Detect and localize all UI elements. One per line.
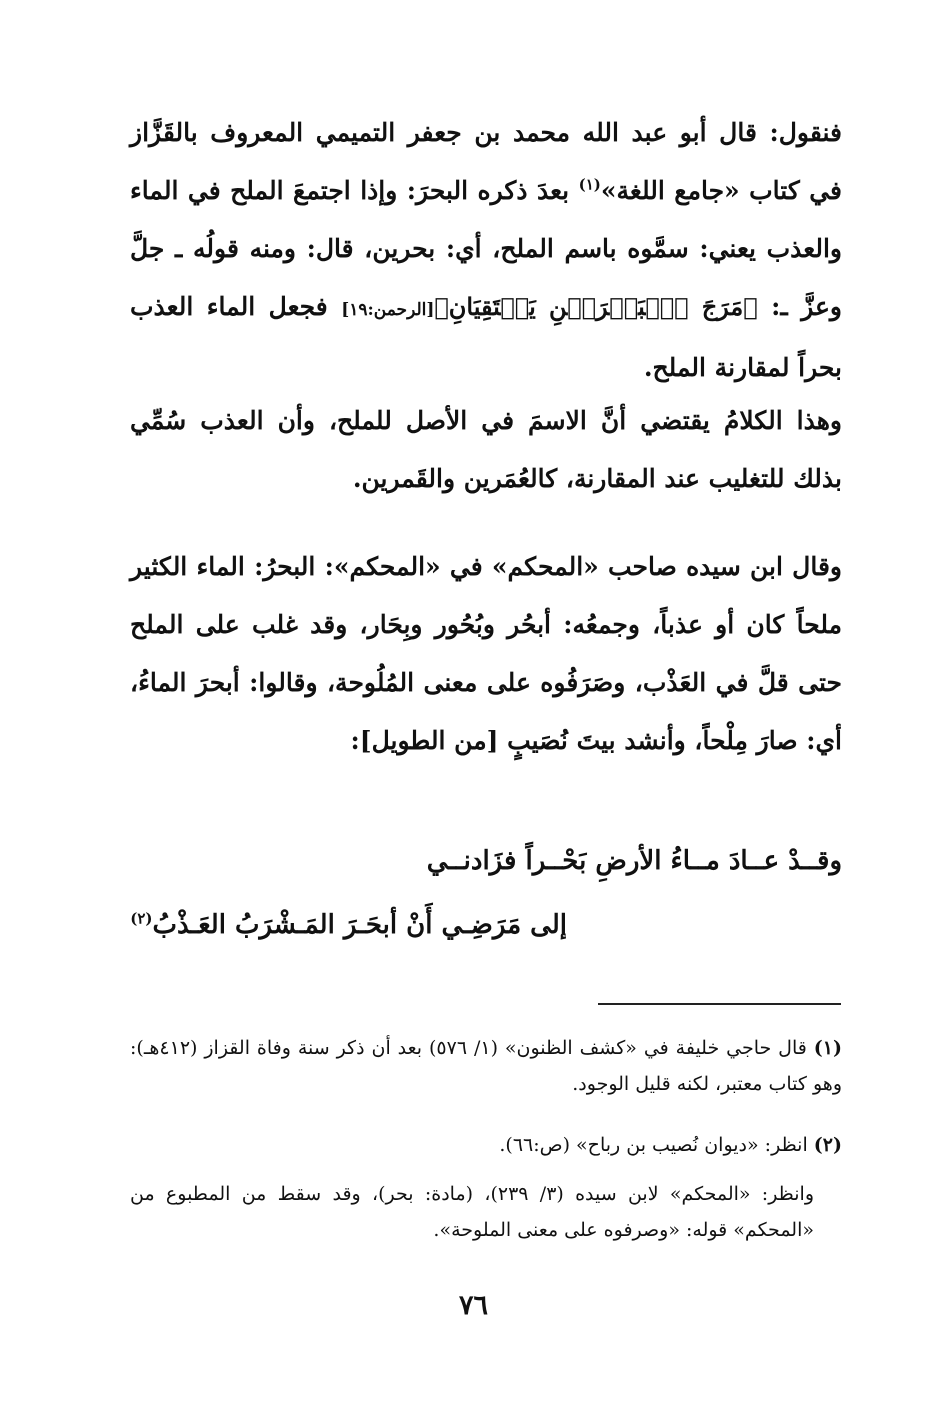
footnote-2 — [130, 1127, 842, 1163]
paragraph-1-text-c: فجعل الماء العذب بحراً لمقارنة الملح. — [130, 292, 842, 382]
footnote-ref-1: (١) — [578, 175, 601, 194]
poem-verse-line-2-text: إلى مَرَضِـي أَنْ أبحَـرَ المَـشْرَبُ العَـذْبُ — [152, 910, 567, 940]
footnote-2-continuation: وانظر: «المحكم» لابن سيده (٣/ ٢٣٩)، (مادة: بحر)، وقد سقط من المطبوع من «المحكم» قوله: «وصرفوه على معنى الملوحة». — [130, 1183, 815, 1241]
quran-citation: [الرحمن:١٩] — [341, 300, 435, 320]
quran-verse: ﴿مَرَجَ ٱلۡبَحۡرَيۡنِ يَلۡتَقِيَانِ﴾ — [434, 292, 758, 321]
paragraph-3: وقال ابن سيده صاحب «المحكم» في «المحكم»: البحرُ: الماء الكثير ملحاً كان أو عذباً، وجمعُه: أبحُر وبُحُور وبِحَار، وقد غلب على الملح حتى قلَّ في العَذْب، وصَرَفُوه على معنى المُلُوحة، وقالوا: أبحرَ الماءُ، أي: صارَ مِلْحاً، وأنشد بيتَ نُصَيبٍ [من الطويل]: — [130, 552, 842, 755]
paragraph-2: وهذا الكلامُ يقتضي أنَّ الاسمَ في الأصل للملح، وأن العذب سُمِّي بذلك للتغليب عند المقارنة، كالعُمَرين والقَمرين. — [130, 406, 842, 493]
footnote-2-number: (٢) — [813, 1134, 842, 1156]
poem-verse-line-2 — [130, 910, 567, 940]
page-number: ٧٦ — [458, 1290, 488, 1321]
paragraph-1-text-b: بعدَ ذكره البحرَ: وإذا اجتمعَ الملح في الماء والعذب يعني: سمَّوه باسم الملح، أي: بحرين، قال: ومنه قولُه ـ جلَّ وعزَّ ـ: — [130, 176, 842, 321]
footnote-1 — [130, 1030, 842, 1102]
footnote-1-text: قال حاجي خليفة في «كشف الظنون» (١/ ٥٧٦) بعد أن ذكر سنة وفاة القزاز (٤١٢هـ): وهو كتاب معتبر، لكنه قليل الوجود. — [130, 1037, 842, 1095]
footnote-separator — [598, 1003, 841, 1005]
paragraph-1 — [130, 104, 842, 397]
footnote-1-number: (١) — [813, 1037, 842, 1059]
footnote-2-text: انظر: «ديوان نُصيب بن رباح» (ص:٦٦). — [499, 1134, 808, 1156]
poem-verse-line-1: وقــدْ عــادَ مــاءُ الأرضِ بَحْــراً فزَادنــي — [426, 846, 842, 876]
paragraph-1-text-a: فنقول: قال أبو عبد الله محمد بن جعفر التميمي المعروف بالقَزَّاز في كتاب «جامع اللغة» — [130, 118, 843, 205]
footnote-ref-2: (٢) — [130, 909, 153, 928]
